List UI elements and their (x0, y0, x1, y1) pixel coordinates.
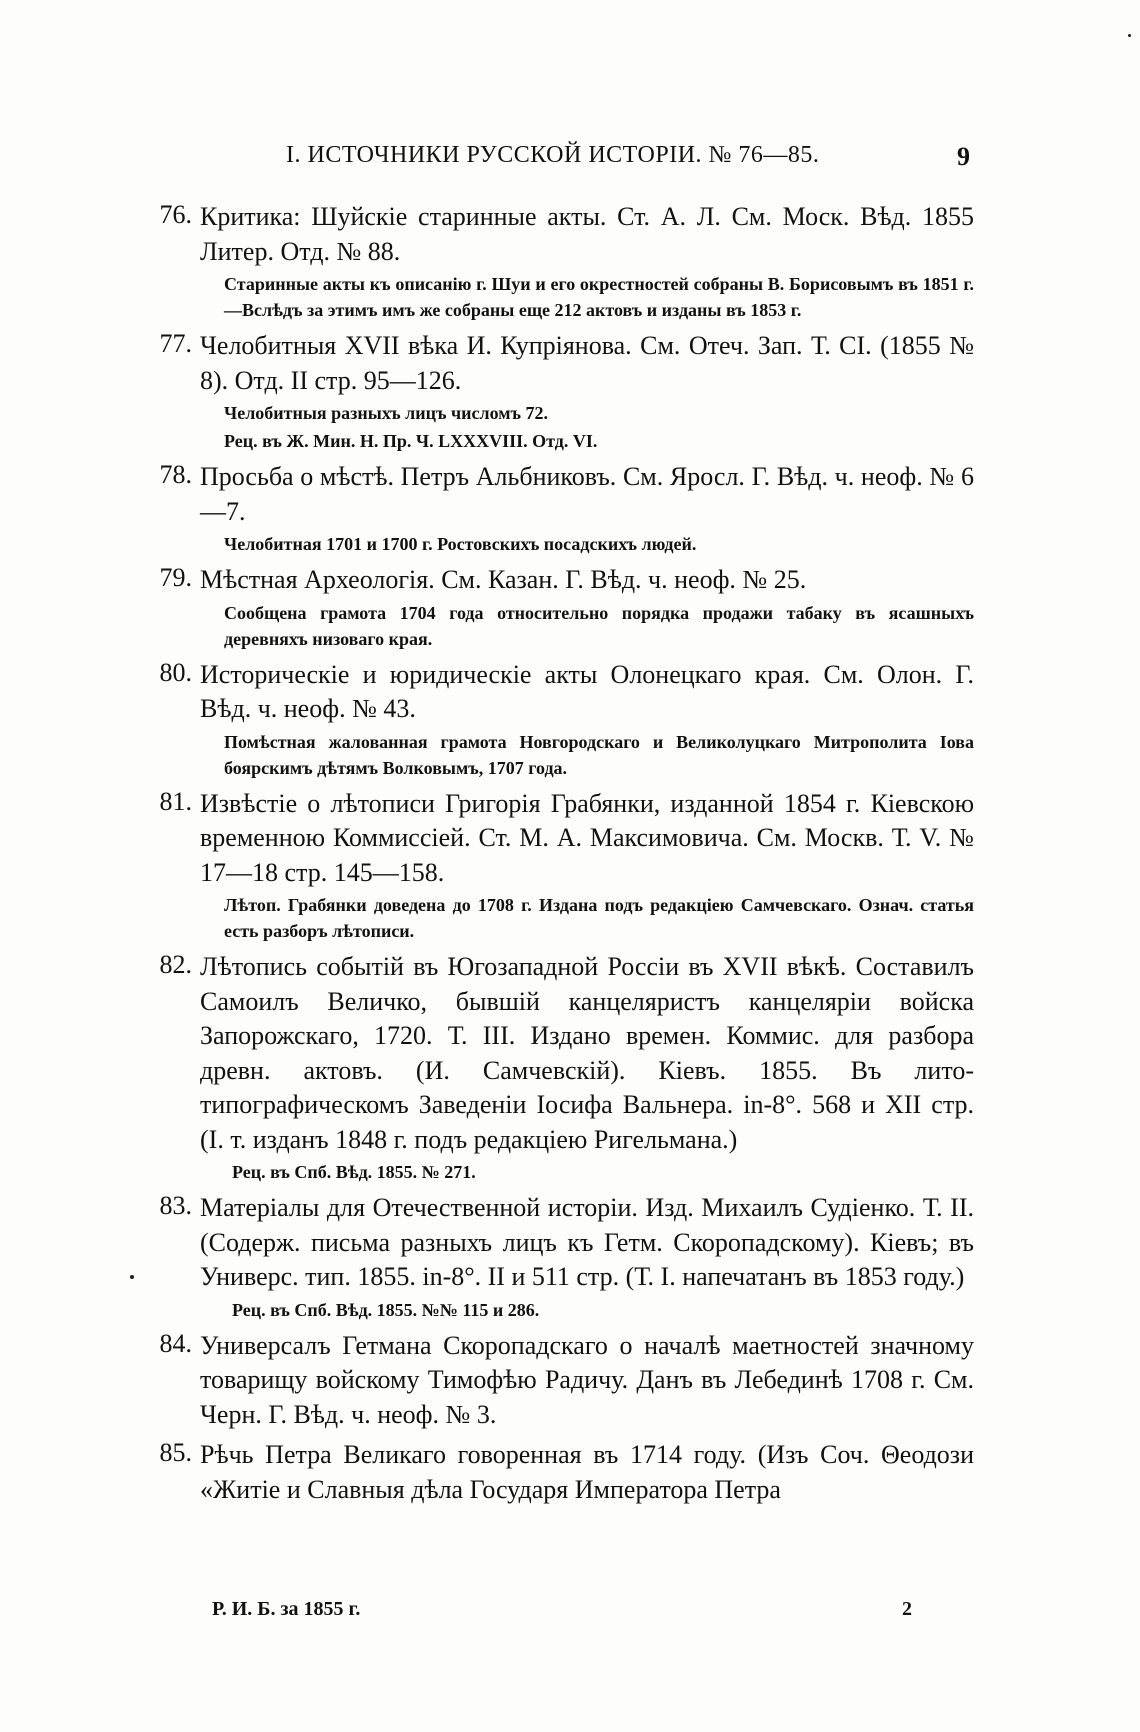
entry-review: Рец. въ Спб. Вѣд. 1855. №№ 115 и 286. (232, 1299, 540, 1320)
entry-note: Челобитная 1701 и 1700 г. Ростовскихъ посадскихъ людей. (224, 534, 697, 554)
entry-number: 84. (159, 1328, 192, 1358)
running-header (180, 142, 970, 182)
entry-text: Историческiе и юридическiе акты Олонецкаго края. См. Олон. Г. Вѣд. ч. неоф. № 43. (200, 659, 974, 723)
printer-signature: Р. И. Б. за 1855 г. (212, 1598, 361, 1620)
entry-number: 80. (159, 657, 192, 687)
entry-number: 78. (159, 460, 192, 489)
bibliography-list (144, 200, 974, 1507)
entry-review: Рец. въ Спб. Вѣд. 1855. № 271. (232, 1162, 476, 1182)
entry-80 (144, 658, 974, 781)
entry-text: Лѣтопись событiй въ Югозападной Россiи въ XVII вѣкѣ. Составилъ Самоилъ Величко, бывшiй канцеляристъ канцелярiи войска Запорожскаго, 1720. Т. III. Издано времен. Коммис. для разбора древн. актовъ. (И. Самчевскiй). Кiевъ. 1855. Въ лито-типографическомъ Заведенiи Iосифа Вальнера. in-8°. 568 и XII стр. (I. т. изданъ 1848 г. подъ редакцiею Ригельмана.) (200, 952, 974, 1154)
entry-number: 79. (159, 563, 192, 592)
page-footer (212, 1598, 912, 1628)
entry-number: 85. (159, 1438, 192, 1467)
entry-82 (144, 950, 974, 1185)
entry-76 (144, 200, 974, 323)
ink-speck (130, 1275, 134, 1279)
entry-79 (144, 563, 974, 652)
entry-text: Просьба о мѣстѣ. Петръ Альбниковъ. См. Яросл. Г. Вѣд. ч. неоф. № 6—7. (200, 462, 974, 526)
sheet-number: 2 (902, 1598, 912, 1620)
entry-81 (144, 787, 974, 945)
entry-text: Рѣчь Петра Великаго говоренная въ 1714 году. (Изъ Соч. Θеодози «Житiе и Славныя дѣла Государя Императора Петра (200, 1440, 974, 1504)
entry-review: Рец. въ Ж. Мин. Н. Пр. Ч. LXXXVIII. Отд. VI. (224, 431, 598, 451)
entry-85 (144, 1438, 974, 1507)
entry-83 (144, 1191, 974, 1323)
entry-note: Сообщена грамота 1704 года относительно порядка продажи табаку въ ясашныхъ деревняхъ низоваго края. (224, 602, 974, 649)
entry-number: 82. (159, 950, 192, 979)
entry-note: Старинные акты къ описанiю г. Шуи и его окрестностей собраны В. Борисовымъ въ 1851 г.—Вслѣдъ за этимъ имъ же собраны еще 212 актовъ и изданы въ 1853 г. (224, 274, 974, 320)
entry-note: Помѣстная жалованная грамота Новгородскаго и Великолуцкаго Митрополита Iова боярскимъ дѣтямъ Волковымъ, 1707 года. (224, 731, 974, 778)
page-number: 9 (957, 142, 970, 171)
entry-note: Лѣтоп. Грабянки доведена до 1708 г. Издана подъ редакцiею Самчевскаго. Означ. статья есть разборъ лѣтописи. (224, 895, 974, 941)
entry-text: Извѣстiе о лѣтописи Григорiя Грабянки, изданной 1854 г. Кiевскою временною Коммиссiей. Ст. М. А. Максимовича. См. Москв. Т. V. № 17—18 стр. 145—158. (200, 788, 974, 887)
entry-text: Челобитныя XVII вѣка И. Купрiянова. См. Отеч. Зап. Т. CI. (1855 № 8). Отд. II стр. 95—126. (200, 331, 974, 395)
entry-text: Критика: Шуйскiе старинные акты. Ст. А. Л. См. Моск. Вѣд. 1855 Литер. Отд. № 88. (200, 202, 974, 266)
entry-78 (144, 460, 974, 557)
entry-text: Матерiалы для Отечественной исторiи. Изд. Михаилъ Судiенко. Т. II. (Содерж. письма разныхъ лицъ къ Гетм. Скоропадскому). Кiевъ; въ Универс. тип. 1855. in-8°. II и 511 стр. (Т. I. напечатанъ въ 1853 году.) (200, 1193, 974, 1291)
entry-text: Универсалъ Гетмана Скоропадскаго о началѣ маетностей значному товарищу войскому Тимофѣю Радичу. Данъ въ Лебединѣ 1708 г. См. Черн. Г. Вѣд. ч. неоф. № 3. (200, 1330, 974, 1429)
running-title: I. ИСТОЧНИКИ РУССКОЙ ИСТОРIИ. № 76—85. (286, 142, 820, 168)
entry-number: 81. (159, 786, 192, 816)
entry-84 (144, 1329, 974, 1433)
entry-text: Мѣстная Археологiя. См. Казан. Г. Вѣд. ч. неоф. № 25. (200, 565, 807, 594)
ink-speck (1128, 34, 1131, 37)
entry-number: 76. (159, 200, 192, 229)
entry-note: Челобитныя разныхъ лицъ числомъ 72. (224, 403, 549, 423)
entry-77 (144, 329, 974, 454)
entry-number: 83. (159, 1191, 192, 1220)
entry-number: 77. (159, 329, 192, 358)
